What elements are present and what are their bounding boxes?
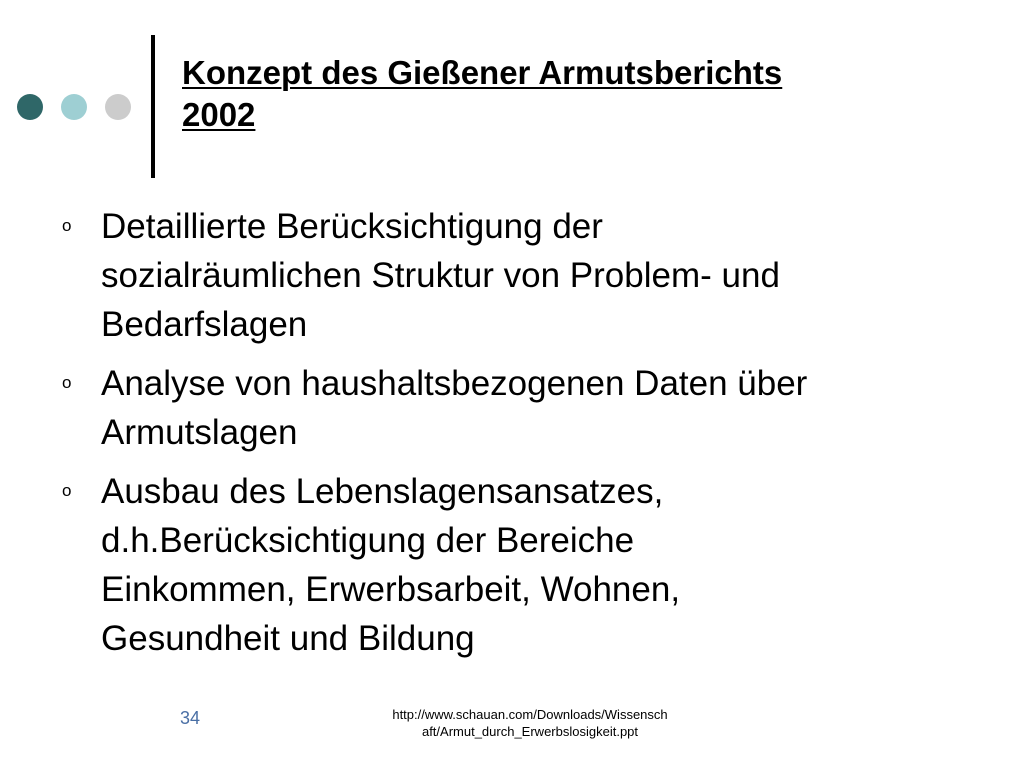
bullet-text-line: sozialräumlichen Struktur von Problem- und — [101, 256, 780, 295]
slide-title-line: 2002 — [182, 96, 256, 133]
source-url-line: aft/Armut_durch_Erwerbslosigkeit.ppt — [421, 724, 639, 739]
slide-title — [182, 52, 982, 136]
bullet-text-line: Gesundheit und Bildung — [101, 619, 475, 658]
bullet-text-line: Bedarfslagen — [101, 305, 308, 344]
bullet-text-line: Analyse von haushaltsbezogenen Daten über — [101, 364, 808, 403]
hollow-circle-bullet-icon: o — [62, 216, 72, 235]
bullet-item — [0, 467, 1024, 663]
bullet-item — [0, 359, 1024, 457]
bullet-text-line: Ausbau des Lebenslagensansatzes, — [101, 472, 664, 511]
hollow-circle-bullet-icon: o — [62, 373, 72, 392]
bullet-text-line: Einkommen, Erwerbsarbeit, Wohnen, — [101, 570, 681, 609]
bullet-text-line: Armutslagen — [101, 413, 298, 452]
page-number: 34 — [180, 708, 201, 728]
light-teal-circle-icon — [61, 94, 87, 120]
dark-teal-circle-icon — [17, 94, 43, 120]
bullet-list — [0, 202, 1024, 673]
bullet-item — [0, 202, 1024, 349]
hollow-circle-bullet-icon: o — [62, 481, 72, 500]
source-url — [360, 706, 700, 740]
title-divider — [151, 35, 155, 178]
bullet-text-line: Detaillierte Berücksichtigung der — [101, 207, 603, 246]
bullet-text-line: d.h.Berücksichtigung der Bereiche — [101, 521, 635, 560]
gray-circle-icon — [105, 94, 131, 120]
slide-title-line: Konzept des Gießener Armutsberichts — [182, 54, 783, 91]
source-url-line: http://www.schauan.com/Downloads/Wissensch — [392, 707, 668, 722]
